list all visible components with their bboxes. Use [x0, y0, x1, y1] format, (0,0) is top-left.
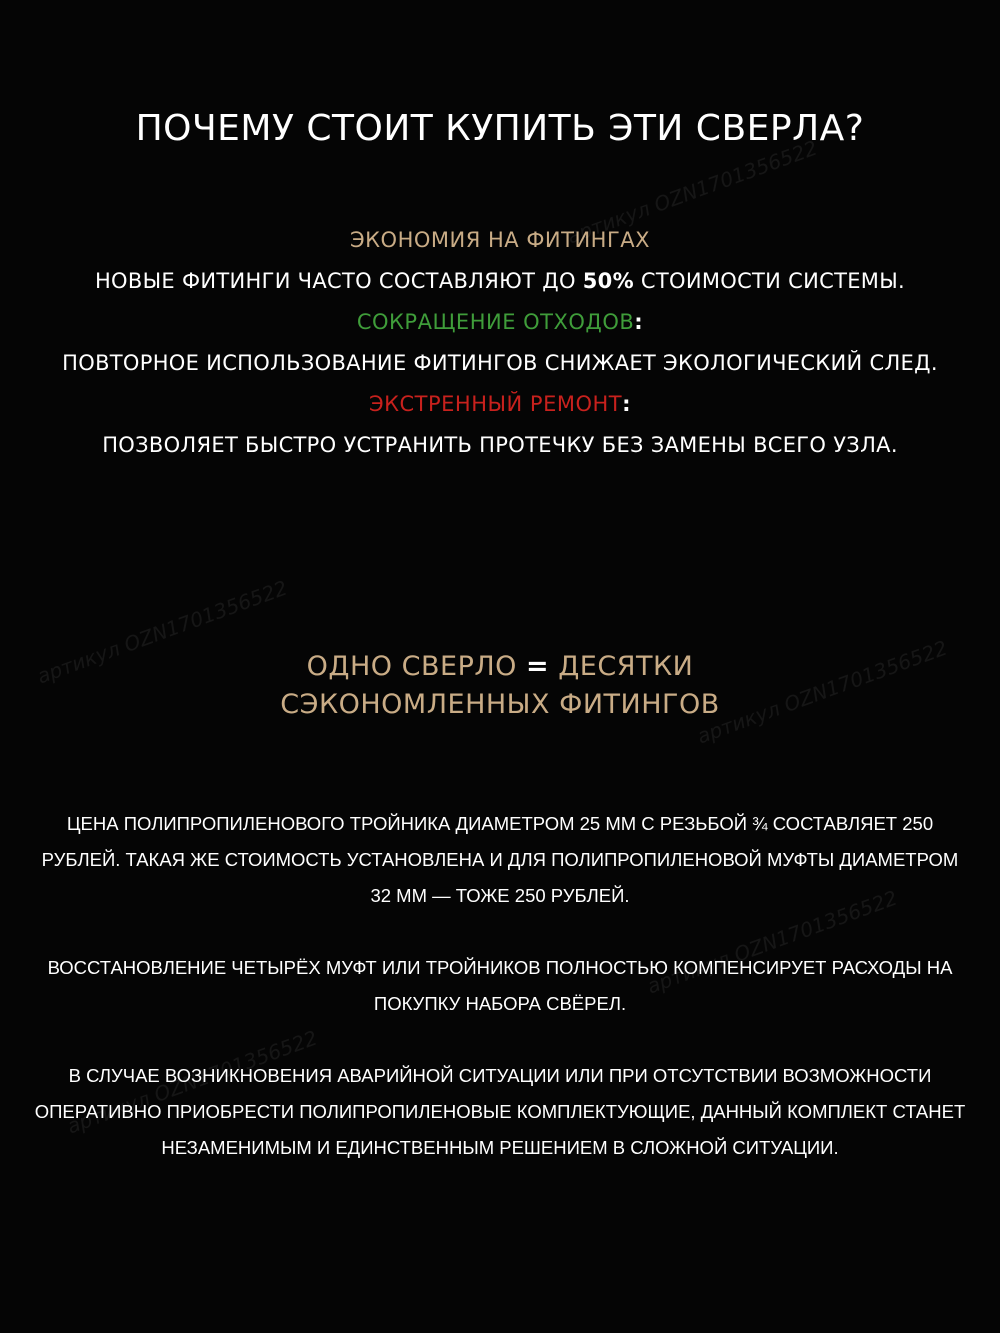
benefit-heading-colon: :: [634, 310, 644, 334]
slogan-line-2: СЭКОНОМЛЕННЫХ ФИТИНГОВ: [280, 689, 720, 720]
benefit-heading-colon: :: [622, 392, 632, 416]
benefit-text-before: ПОВТОРНОЕ ИСПОЛЬЗОВАНИЕ ФИТИНГОВ СНИЖАЕТ ЭКОЛОГИЧЕСКИЙ СЛЕД.: [62, 351, 938, 375]
benefit-heading: [0, 302, 1000, 343]
benefit-heading: [0, 220, 1000, 261]
paragraph-emergency: В СЛУЧАЕ ВОЗНИКНОВЕНИЯ АВАРИЙНОЙ СИТУАЦИИ ИЛИ ПРИ ОТСУТСТВИИ ВОЗМОЖНОСТИ ОПЕРАТИВНО ПРИОБРЕСТИ ПОЛИПРОПИЛЕНОВЫЕ КОМПЛЕКТУЮЩИЕ, ДАННЫЙ КОМПЛЕКТ СТАНЕТ НЕЗАМЕНИМЫМ И ЕДИНСТВЕННЫМ РЕШЕНИЕМ В СЛОЖНОЙ СИТУАЦИИ.: [34, 1065, 966, 1158]
benefit-text-after: СТОИМОСТИ СИСТЕМЫ.: [633, 269, 906, 293]
benefit-heading-label: ЭКСТРЕННЫЙ РЕМОНТ: [368, 392, 623, 416]
benefits-list: [0, 220, 1000, 466]
paragraph-price: ЦЕНА ПОЛИПРОПИЛЕНОВОГО ТРОЙНИКА ДИАМЕТРОМ 25 ММ С РЕЗЬБОЙ ¾ СОСТАВЛЯЕТ 250 РУБЛЕЙ. ТАКАЯ ЖЕ СТОИМОСТЬ УСТАНОВЛЕНА И ДЛЯ ПОЛИПРОПИЛЕНОВОЙ МУФТЫ ДИАМЕТРОМ 32 ММ — ТОЖЕ 250 РУБЛЕЙ.: [41, 813, 959, 906]
benefit-text: [0, 343, 1000, 384]
benefit-text: [0, 425, 1000, 466]
benefit-text: [0, 261, 1000, 302]
page-title: ПОЧЕМУ СТОИТ КУПИТЬ ЭТИ СВЕРЛА?: [135, 108, 865, 149]
benefit-text-before: НОВЫЕ ФИТИНГИ ЧАСТО СОСТАВЛЯЮТ ДО: [94, 269, 583, 293]
benefit-text-before: ПОЗВОЛЯЕТ БЫСТРО УСТРАНИТЬ ПРОТЕЧКУ БЕЗ ЗАМЕНЫ ВСЕГО УЗЛА.: [102, 433, 898, 457]
watermark: артикул OZN1701356522: [63, 1025, 321, 1139]
benefit-heading: [0, 384, 1000, 425]
benefit-item-waste: [0, 302, 1000, 384]
benefit-item-repair: [0, 384, 1000, 466]
benefit-heading-label: СОКРАЩЕНИЕ ОТХОДОВ: [356, 310, 635, 334]
slogan-equals: =: [526, 651, 550, 682]
watermark: артикул OZN1701356522: [643, 885, 901, 999]
watermark: артикул OZN1701356522: [563, 135, 821, 249]
slogan-line-1-start: ОДНО СВЕРЛО: [306, 651, 526, 682]
slogan-line-1: [0, 648, 1000, 686]
slogan-line-1-end: ДЕСЯТКИ: [549, 651, 694, 682]
watermark: артикул OZN1701356522: [693, 635, 951, 749]
benefit-heading-label: ЭКОНОМИЯ НА ФИТИНГАХ: [349, 228, 651, 252]
slogan: [0, 648, 1000, 724]
paragraph-payback: ВОССТАНОВЛЕНИЕ ЧЕТЫРЁХ МУФТ ИЛИ ТРОЙНИКОВ ПОЛНОСТЬЮ КОМПЕНСИРУЕТ РАСХОДЫ НА ПОКУПКУ НАБОРА СВЁРЕЛ.: [47, 957, 953, 1014]
watermark: артикул OZN1701356522: [33, 575, 291, 689]
benefit-text-strong: 50%: [582, 269, 634, 293]
benefit-item-savings: [0, 220, 1000, 302]
